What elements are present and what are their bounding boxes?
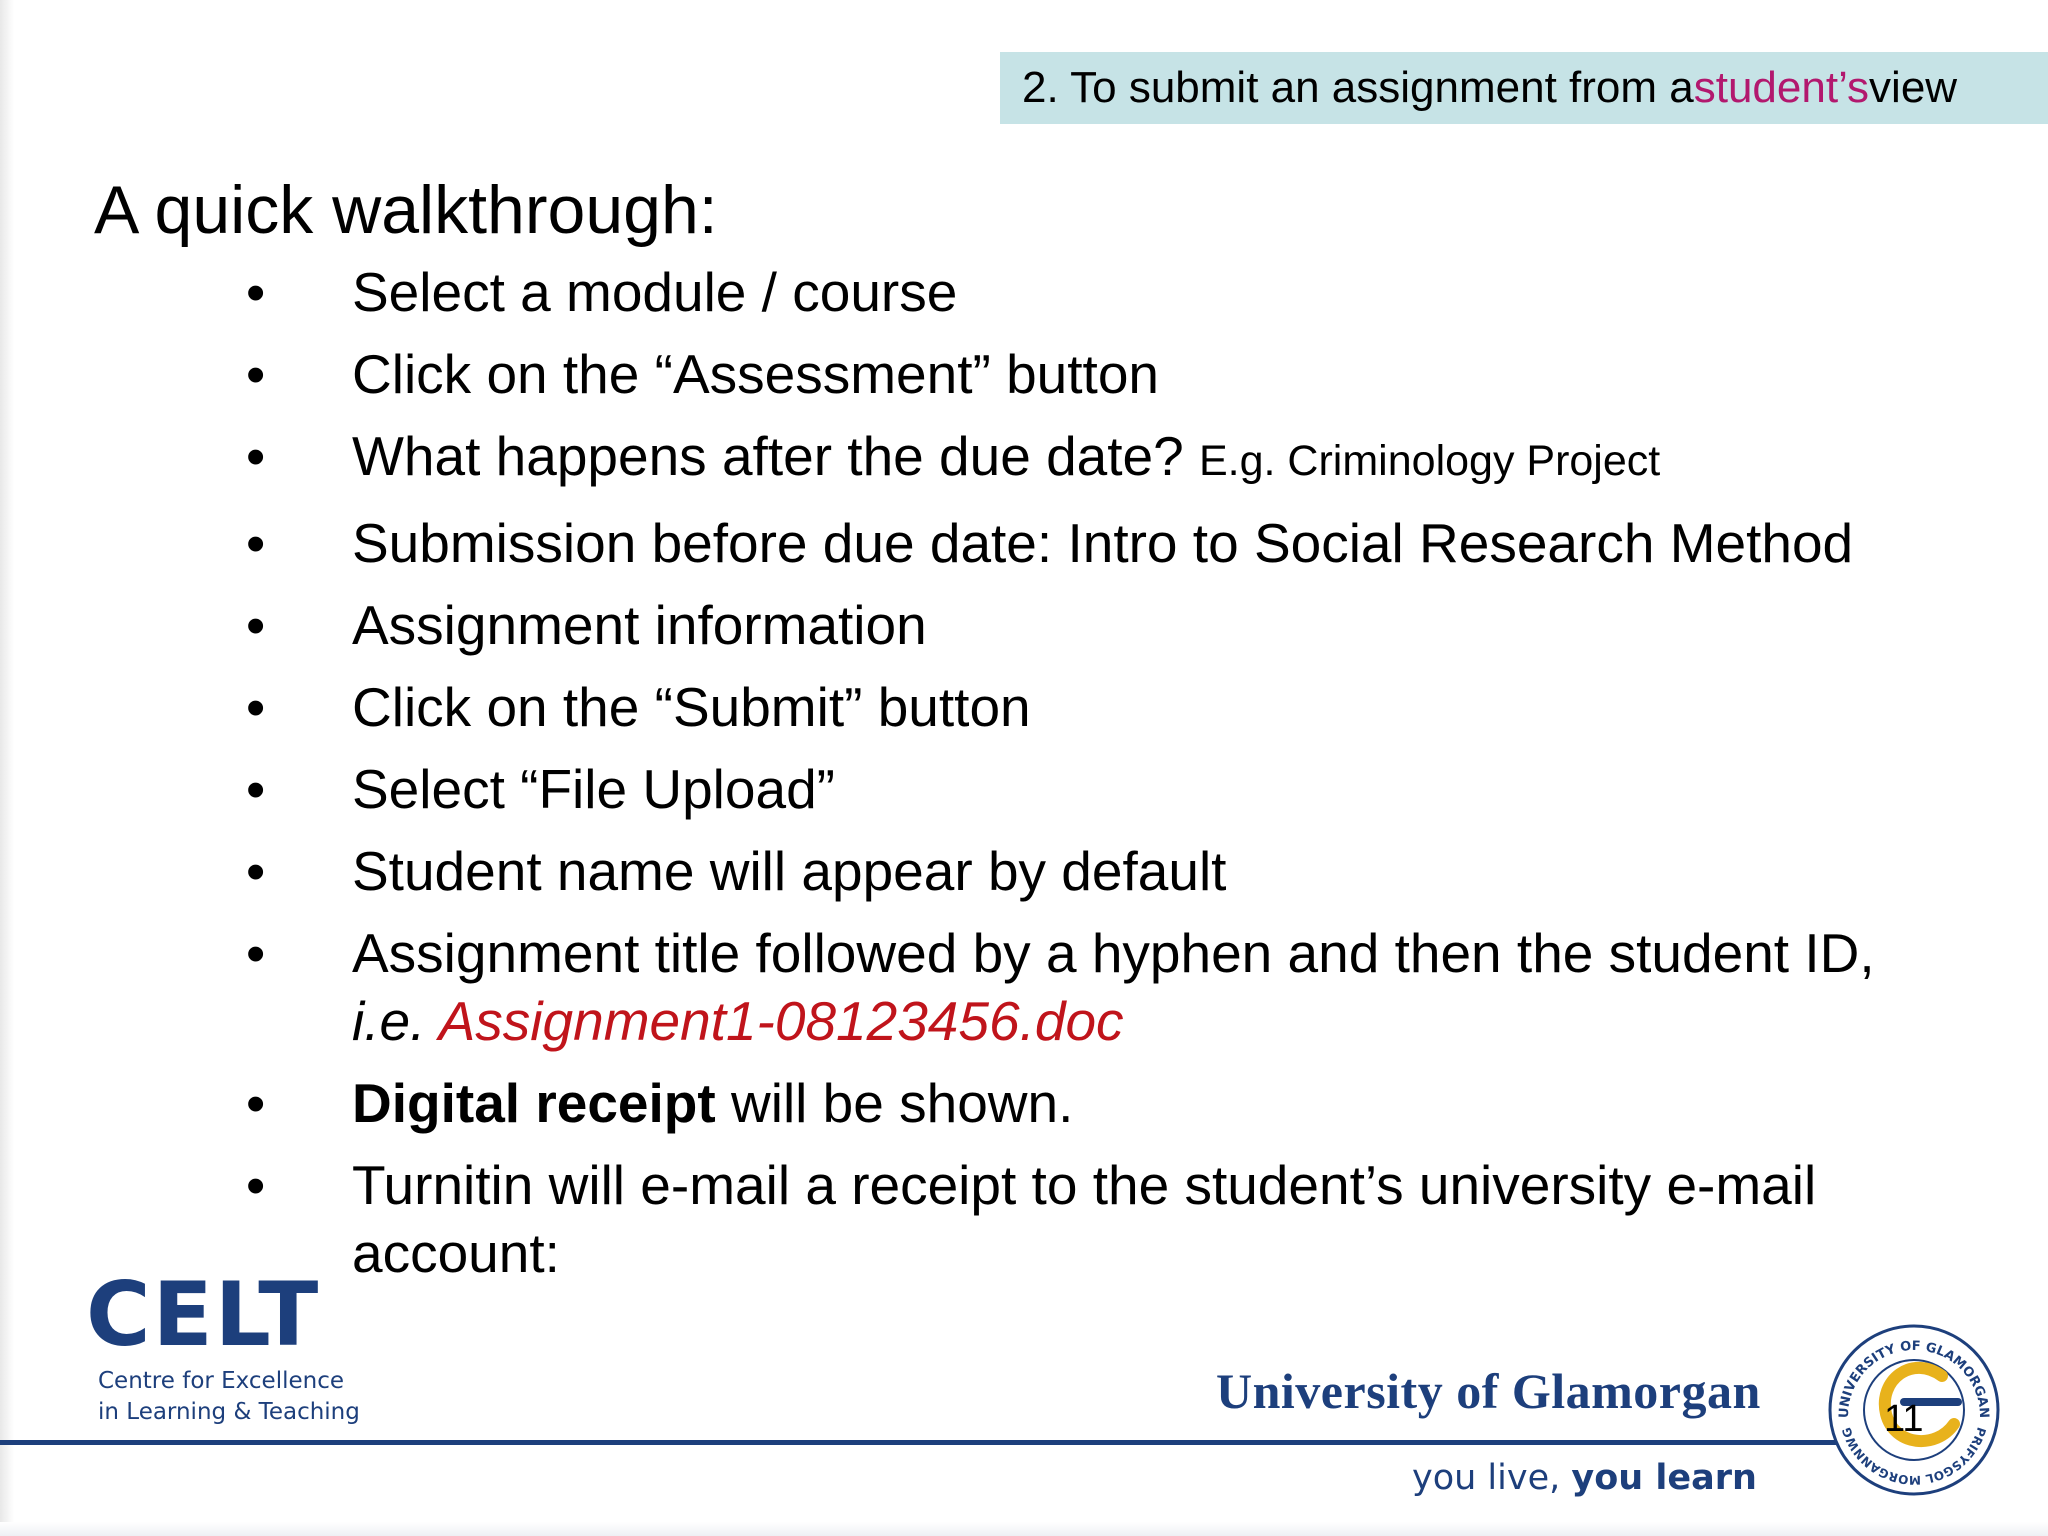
bullet-text: Submission before due date: Intro to Social Research Method <box>352 512 1854 574</box>
example-filename: Assignment1-08123456.doc <box>438 990 1124 1052</box>
bullet-dot: • <box>246 758 266 820</box>
celt-tagline-line1: Centre for Excellence <box>98 1368 344 1394</box>
celt-wordmark: CELT <box>86 1263 321 1366</box>
bullet-item <box>0 422 2048 495</box>
motto-part2: you learn <box>1571 1458 1757 1498</box>
crest-text-bottom: PRIFYSGOL MORGANNWG <box>1839 1425 1989 1488</box>
bullet-text-line2: account: <box>352 1222 560 1284</box>
bullet-text: will be shown. <box>715 1072 1074 1134</box>
page-number: 11 <box>1884 1398 1924 1440</box>
bullet-list <box>0 258 2048 1301</box>
bullet-dot: • <box>246 676 266 738</box>
bullet-dot: • <box>246 512 266 574</box>
bullet-text: Turnitin will e-mail a receipt to the student’s university e-mail <box>352 1154 1817 1216</box>
bullet-item <box>0 755 2048 823</box>
crest-text-top: UNIVERSITY OF GLAMORGAN <box>1836 1338 1992 1419</box>
section-banner-prefix: 2. To submit an assignment from a <box>1022 63 1694 112</box>
bullet-text: Click on the “Assessment” button <box>352 343 1160 405</box>
bullet-item <box>0 673 2048 741</box>
university-motto <box>1412 1458 1757 1498</box>
bullet-text: What happens after the due date? <box>352 425 1199 487</box>
bullet-item <box>0 919 2048 1055</box>
celt-logo <box>86 1263 360 1428</box>
bullet-text: Assignment title followed by a hyphen and then the student ID, <box>352 922 1875 984</box>
bullet-item <box>0 837 2048 905</box>
bullet-text-line2 <box>352 987 2048 1055</box>
university-name: University of Glamorgan <box>1216 1363 1761 1419</box>
footer-fade <box>0 1522 2048 1536</box>
celt-tagline <box>98 1366 360 1428</box>
bullet-item <box>0 509 2048 577</box>
bullet-italic-prefix: i.e. <box>352 990 439 1052</box>
bullet-bold-term: Digital receipt <box>352 1072 716 1134</box>
bullet-dot: • <box>246 1072 266 1134</box>
section-banner-suffix: view <box>1869 63 1958 112</box>
bullet-text: Click on the “Submit” button <box>352 676 1031 738</box>
slide-title: A quick walkthrough: <box>94 172 718 248</box>
bullet-text-group <box>352 1069 2048 1137</box>
section-banner-accent: student’s <box>1693 63 1870 112</box>
bullet-example-small: E.g. Criminology Project <box>1199 437 1661 485</box>
footer-rule <box>0 1440 1840 1445</box>
bullet-text: Select a module / course <box>352 261 958 323</box>
bullet-item <box>0 258 2048 326</box>
section-banner <box>1000 52 2048 124</box>
bullet-item <box>0 1069 2048 1137</box>
bullet-dot: • <box>246 922 266 984</box>
motto-part1: you live, <box>1412 1458 1572 1498</box>
bullet-text: Assignment information <box>352 594 927 656</box>
bullet-text: Student name will appear by default <box>352 840 1227 902</box>
bullet-text: Select “File Upload” <box>352 758 835 820</box>
bullet-item <box>0 340 2048 408</box>
bullet-text-group <box>352 422 2048 495</box>
celt-tagline-line2: in Learning & Teaching <box>98 1399 360 1425</box>
bullet-dot: • <box>246 840 266 902</box>
bullet-dot: • <box>246 343 266 405</box>
bullet-dot: • <box>246 425 266 487</box>
bullet-dot: • <box>246 1154 266 1216</box>
bullet-item <box>0 591 2048 659</box>
bullet-dot: • <box>246 594 266 656</box>
bullet-dot: • <box>246 261 266 323</box>
